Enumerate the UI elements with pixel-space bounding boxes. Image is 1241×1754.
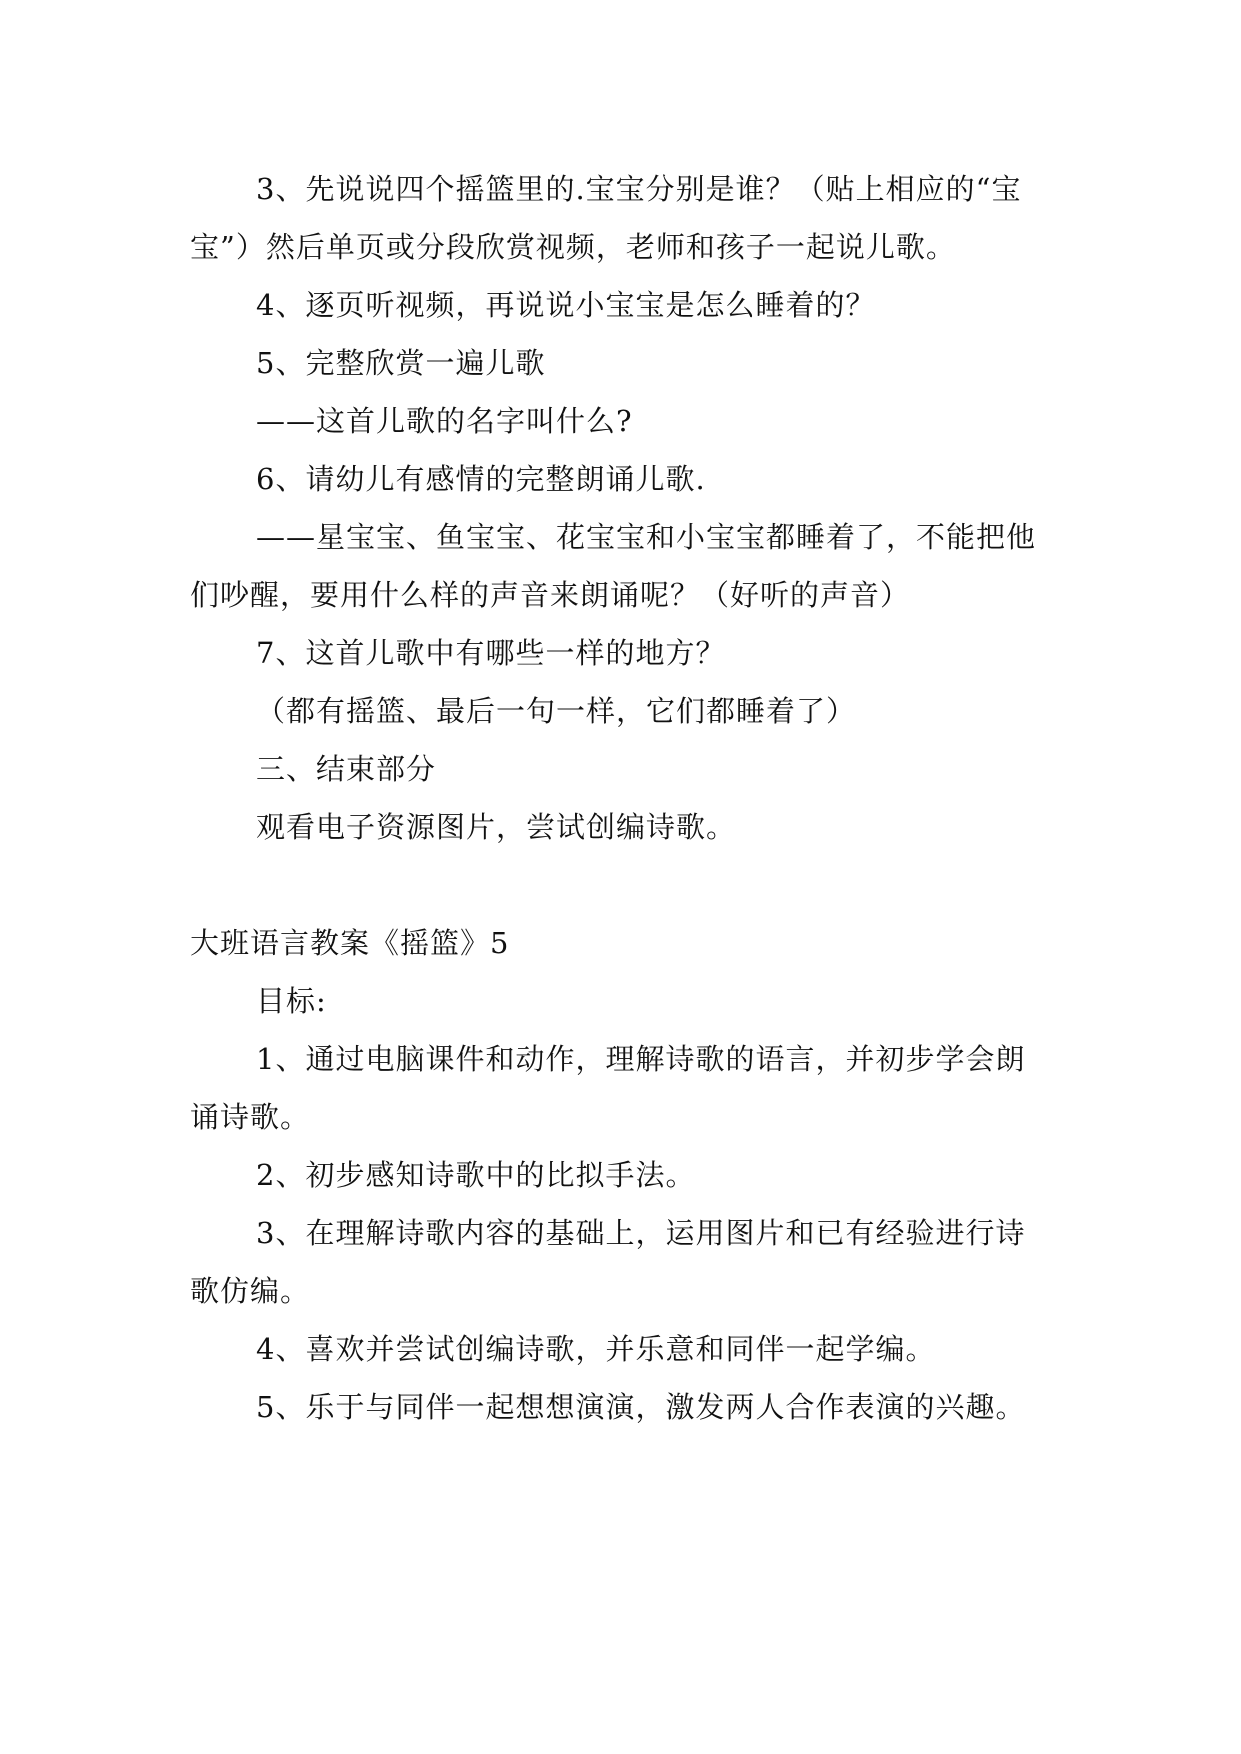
goal-5: 5、乐于与同伴一起想想演演，激发两人合作表演的兴趣。 [256, 1390, 1026, 1424]
goal-3: 3、在理解诗歌内容的基础上，运用图片和已有经验进行诗歌仿编。 [190, 1216, 1026, 1308]
paragraph-step-7: 7、这首儿歌中有哪些一样的地方？ [256, 636, 726, 670]
paragraph-step-5: 5、完整欣赏一遍儿歌 [256, 346, 546, 380]
paragraph-step-3: 3、先说说四个摇篮里的.宝宝分别是谁？（贴上相应的“宝宝”）然后单页或分段欣赏视频，老师和孩子一起说儿歌。 [190, 172, 1022, 264]
paragraph-step-4: 4、逐页听视频，再说说小宝宝是怎么睡着的？ [256, 288, 876, 322]
paragraph-ending-activity: 观看电子资源图片，尝试创编诗歌。 [256, 810, 737, 844]
paragraph-step-6: 6、请幼儿有感情的完整朗诵儿歌. [256, 462, 706, 496]
paragraph-answer-same: （都有摇篮、最后一句一样，它们都睡着了） [256, 694, 857, 728]
goals-heading: 目标: [256, 984, 327, 1018]
paragraph-question-name: ——这首儿歌的名字叫什么? [256, 404, 633, 438]
paragraph-ending-heading: 三、结束部分 [256, 752, 437, 786]
paragraph-question-voice: ——星宝宝、鱼宝宝、花宝宝和小宝宝都睡着了，不能把他们吵醒，要用什么样的声音来朗诵呢？（好听的声音） [190, 520, 1037, 612]
goal-4: 4、喜欢并尝试创编诗歌，并乐意和同伴一起学编。 [256, 1332, 936, 1366]
section-title: 大班语言教案《摇篮》5 [190, 926, 510, 960]
goal-2: 2、初步感知诗歌中的比拟手法。 [256, 1158, 696, 1192]
goal-1: 1、通过电脑课件和动作，理解诗歌的语言，并初步学会朗诵诗歌。 [190, 1042, 1026, 1134]
document-body [190, 160, 1050, 1436]
